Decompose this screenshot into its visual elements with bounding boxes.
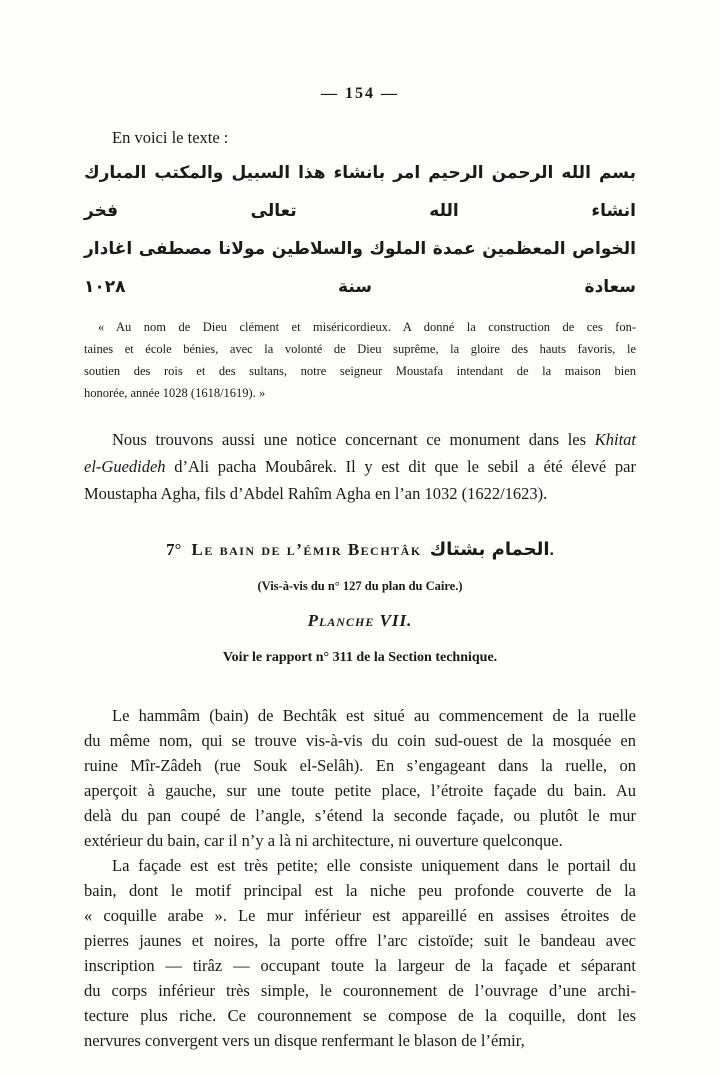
text-line: « coquille arabe ». Le mur inférieur est appareillé en assises étroites de <box>84 906 636 925</box>
text-line: bain, dont le motif principal est la niche peu profonde couverte de la <box>84 881 636 900</box>
section-number: 7° <box>166 540 182 559</box>
plate-reference: Planche VII. <box>307 611 413 630</box>
text-line: du même nom, qui se trouve vis-à-vis du coin sud-ouest de la mosquée en <box>84 731 636 750</box>
text-line: honorée, année 1028 (1618/1619). » <box>84 386 266 400</box>
page-number: — 154 — <box>321 85 399 102</box>
section-title: Le bain de l’émir Bechtâk <box>191 540 422 559</box>
section-title-period: . <box>549 540 554 559</box>
text-line: soutien des rois et des sultans, notre seigneur Moustafa intendant de la maison bien <box>84 364 636 378</box>
report-reference: Voir le rapport n° 311 de la Section technique. <box>222 650 498 665</box>
text-line: extérieur du bain, car il n’y a là ni architecture, ni ouverture quelconque. <box>84 831 563 850</box>
body-paragraph-1 <box>84 703 636 853</box>
translation-quote <box>84 316 636 404</box>
text-line: بسم الله الرحمن الرحيم امر بانشاء هذا السبيل والمكتب المبارك انشاء الله تعالى فخر <box>84 163 636 221</box>
text-line: nervures convergent vers un disque renfermant le blason de l’émir, <box>84 1031 525 1050</box>
text-line: ruine Mîr-Zâdeh (rue Souk el-Selâh). En s’engageant dans la ruelle, on <box>84 756 636 775</box>
plan-reference-note: (Vis-à-vis du n° 127 du plan du Caire.) <box>257 579 463 593</box>
body-paragraph-2 <box>84 853 636 1053</box>
notice-text: d’Ali pacha Moubârek. Il y est dit que le sebil a été élevé par <box>165 457 636 476</box>
text-line: pierres jaunes et noires, la porte offre l’arc cistoïde; suit le bandeau avec <box>84 931 636 950</box>
text-line: delà du pan coupé de l’angle, s’étend la seconde façade, ou plutôt le mur <box>84 806 636 825</box>
section-title-arabic: الحمام بشتاك <box>429 539 550 560</box>
arabic-inscription <box>84 154 636 306</box>
text-line: du corps inférieur très simple, le couronnement de l’ouvrage d’une archi- <box>84 981 636 1000</box>
text-line: الخواص المعظمين عمدة الملوك والسلاطين مولانا مصطفى اغادار سعادة سنة ١٠٢٨ <box>84 239 636 297</box>
notice-line-1 <box>84 426 636 453</box>
text-line: « Au nom de Dieu clément et miséricordieux. A donné la construction de ces fon- <box>98 320 636 334</box>
notice-line-2 <box>84 453 636 480</box>
book-title-khitat: Khitat <box>594 430 636 449</box>
notice-line-3: Moustapha Agha, fils d’Abdel Rahîm Agha en l’an 1032 (1622/1623). <box>84 484 548 503</box>
book-title-el-guedideh: el-Guedideh <box>84 457 166 476</box>
text-line: inscription — tirâz — occupant toute la largeur de la façade et séparant <box>84 956 636 975</box>
notice-text: Nous trouvons aussi une notice concernant ce monument dans les <box>112 430 595 449</box>
intro-line: En voici le texte : <box>112 128 229 147</box>
notice-paragraph <box>84 426 636 507</box>
text-line: tecture plus riche. Ce couronnement se compose de la coquille, dont les <box>84 1006 636 1025</box>
text-line: La façade est est très petite; elle consiste uniquement dans le portail du <box>112 856 636 875</box>
text-line: aperçoit à gauche, sur une toute petite place, l’étroite façade du bain. Au <box>84 781 636 800</box>
text-line: taines et école bénies, avec la volonté de Dieu suprême, la gloire des hauts favoris, le <box>84 342 636 356</box>
text-line: Le hammâm (bain) de Bechtâk est situé au commencement de la ruelle <box>112 706 636 725</box>
section-heading <box>84 535 636 566</box>
